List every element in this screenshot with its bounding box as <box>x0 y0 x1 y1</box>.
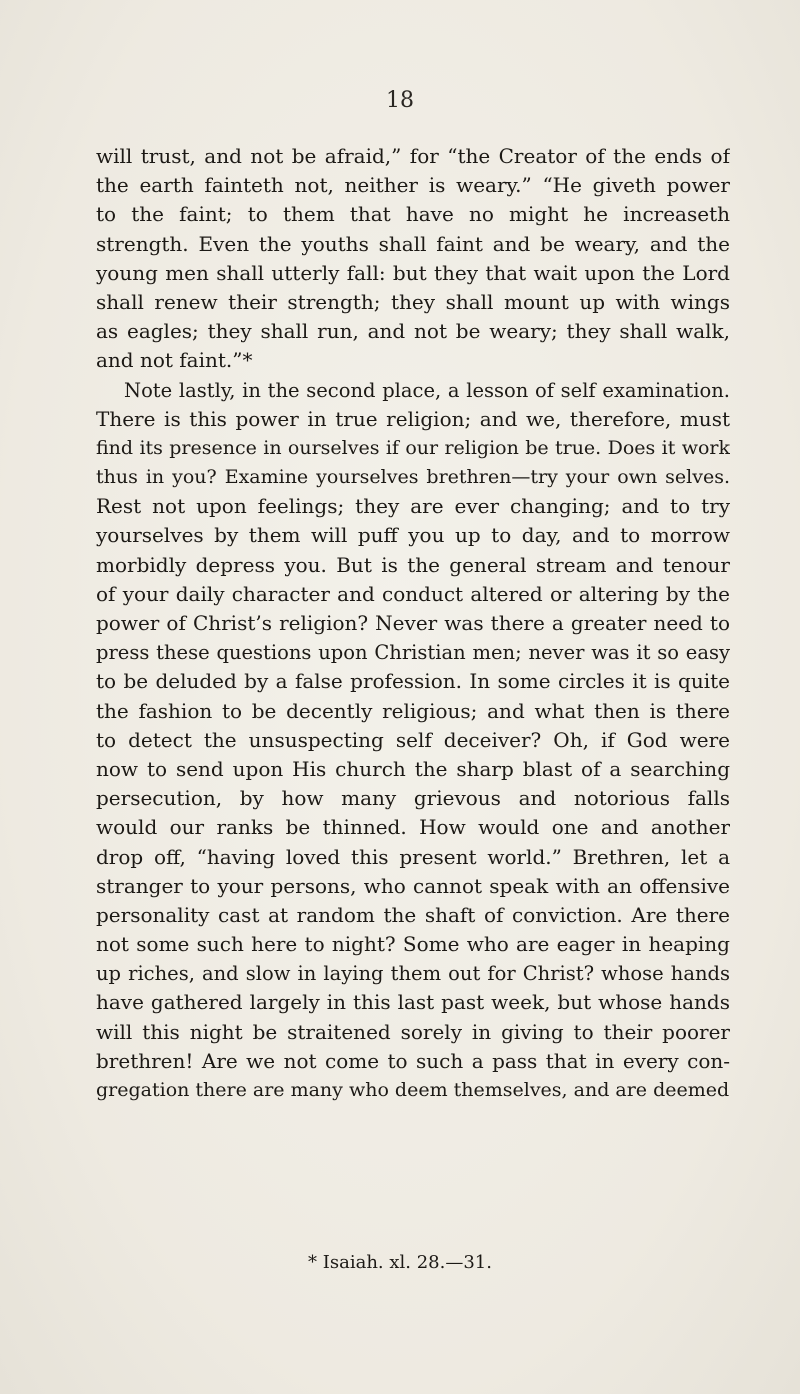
text-line: thus in you? Examine yourselves brethren—try your own selves. <box>96 466 730 489</box>
text-line: to detect the unsuspecting self deceiver? Oh, if God were <box>96 727 730 752</box>
text-line: will trust, and not be afraid,” for “the Creator of the ends of <box>96 144 730 168</box>
page-number: 18 <box>386 88 414 113</box>
text-line: gregation there are many who deem themselves, and are deemed <box>96 1079 730 1101</box>
text-line: find its presence in ourselves if our religion be true. Does it work <box>96 436 730 459</box>
text-line: Note lastly, in the second place, a lesson of self examination. <box>124 378 730 402</box>
text-line: to the faint; to them that have no might he increaseth <box>96 202 730 227</box>
text-line: and not faint.”* <box>96 348 253 373</box>
text-line: have gathered largely in this last past week, but whose hands <box>96 990 730 1015</box>
text-line: shall renew their strength; they shall mount up with wings <box>96 289 730 314</box>
text-line: to be deluded by a false profession. In some circles it is quite <box>96 669 730 694</box>
text-line: will this night be straitened sorely in giving to their poorer <box>96 1019 730 1044</box>
text-line: power of Christ’s religion? Never was there a greater need to <box>96 611 730 635</box>
text-line: yourselves by them will puff you up to day, and to morrow <box>96 523 730 548</box>
footnote: * Isaiah. xl. 28.—31. <box>308 1252 492 1273</box>
text-line: morbidly depress you. But is the general stream and tenour <box>96 552 730 577</box>
text-line: drop off, “having loved this present world.” Brethren, let a <box>96 844 730 869</box>
text-line: press these questions upon Christian men; never was it so easy <box>96 641 730 665</box>
text-line: stranger to your persons, who cannot speak with an offensive <box>96 873 730 898</box>
text-line: not some such here to night? Some who are eager in heaping <box>96 932 730 957</box>
text-line: as eagles; they shall run, and not be weary; they shall walk, <box>96 319 730 344</box>
text-line: personality cast at random the shaft of conviction. Are there <box>96 902 730 927</box>
text-line: persecution, by how many grievous and notorious falls <box>96 786 730 811</box>
text-line: up riches, and slow in laying them out for Christ? whose hands <box>96 962 730 986</box>
text-line: of your daily character and conduct altered or altering by the <box>96 581 730 606</box>
text-line: now to send upon His church the sharp blast of a searching <box>96 756 730 781</box>
text-line: strength. Even the youths shall faint and be weary, and the <box>96 231 730 256</box>
text-line: There is this power in true religion; and we, therefore, must <box>96 406 730 431</box>
text-line: brethren! Are we not come to such a pass that in every con- <box>96 1048 730 1073</box>
text-line: young men shall utterly fall: but they that wait upon the Lord <box>96 260 730 285</box>
text-line: Rest not upon feelings; they are ever changing; and to try <box>96 494 730 519</box>
body-text <box>96 142 730 1105</box>
text-line: the fashion to be decently religious; and what then is there <box>96 698 730 723</box>
text-line: would our ranks be thinned. How would one and another <box>96 815 730 840</box>
text-line: the earth fainteth not, neither is weary.” “He giveth power <box>96 173 730 198</box>
